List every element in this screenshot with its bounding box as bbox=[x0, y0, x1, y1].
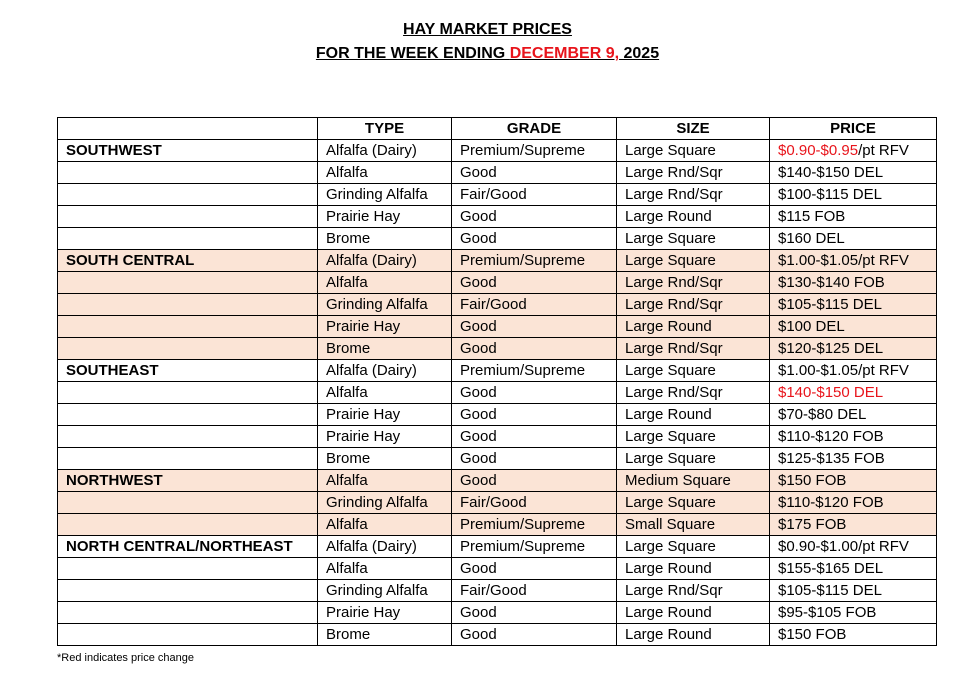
document-title bbox=[0, 18, 975, 66]
type-cell: Grinding Alfalfa bbox=[318, 492, 452, 514]
price-cell: $70-$80 DEL bbox=[770, 404, 937, 426]
table-row bbox=[58, 404, 937, 426]
size-cell: Large Round bbox=[617, 558, 770, 580]
price-cell: $95-$105 FOB bbox=[770, 602, 937, 624]
size-cell: Large Round bbox=[617, 206, 770, 228]
title-suffix: 2025 bbox=[619, 45, 660, 62]
table-row bbox=[58, 360, 937, 382]
table-row bbox=[58, 338, 937, 360]
region-cell bbox=[58, 382, 318, 404]
type-cell: Prairie Hay bbox=[318, 404, 452, 426]
grade-cell: Fair/Good bbox=[452, 492, 617, 514]
table-header-row bbox=[58, 118, 937, 140]
header-region bbox=[58, 118, 318, 140]
grade-cell: Premium/Supreme bbox=[452, 360, 617, 382]
type-cell: Brome bbox=[318, 448, 452, 470]
table-row bbox=[58, 558, 937, 580]
price-cell: $125-$135 FOB bbox=[770, 448, 937, 470]
table-row bbox=[58, 536, 937, 558]
region-cell bbox=[58, 580, 318, 602]
price-cell: $110-$120 FOB bbox=[770, 426, 937, 448]
type-cell: Alfalfa (Dairy) bbox=[318, 140, 452, 162]
header-price: PRICE bbox=[770, 118, 937, 140]
price-cell: $115 FOB bbox=[770, 206, 937, 228]
table-row bbox=[58, 140, 937, 162]
region-cell bbox=[58, 602, 318, 624]
table-row bbox=[58, 602, 937, 624]
size-cell: Large Round bbox=[617, 404, 770, 426]
type-cell: Alfalfa bbox=[318, 382, 452, 404]
grade-cell: Premium/Supreme bbox=[452, 140, 617, 162]
grade-cell: Good bbox=[452, 448, 617, 470]
type-cell: Prairie Hay bbox=[318, 426, 452, 448]
size-cell: Large Rnd/Sqr bbox=[617, 382, 770, 404]
grade-cell: Good bbox=[452, 206, 617, 228]
table-row bbox=[58, 514, 937, 536]
region-cell: SOUTHWEST bbox=[58, 140, 318, 162]
price-cell: $155-$165 DEL bbox=[770, 558, 937, 580]
table-row bbox=[58, 228, 937, 250]
size-cell: Large Rnd/Sqr bbox=[617, 162, 770, 184]
grade-cell: Premium/Supreme bbox=[452, 250, 617, 272]
hay-prices-table bbox=[57, 117, 937, 646]
table-row bbox=[58, 184, 937, 206]
price-cell: $175 FOB bbox=[770, 514, 937, 536]
size-cell: Large Square bbox=[617, 140, 770, 162]
price-cell: $150 FOB bbox=[770, 470, 937, 492]
region-cell bbox=[58, 558, 318, 580]
type-cell: Alfalfa bbox=[318, 162, 452, 184]
type-cell: Alfalfa bbox=[318, 514, 452, 536]
size-cell: Large Square bbox=[617, 426, 770, 448]
region-cell bbox=[58, 448, 318, 470]
type-cell: Alfalfa (Dairy) bbox=[318, 536, 452, 558]
size-cell: Large Square bbox=[617, 536, 770, 558]
region-cell: SOUTHEAST bbox=[58, 360, 318, 382]
type-cell: Brome bbox=[318, 624, 452, 646]
type-cell: Grinding Alfalfa bbox=[318, 294, 452, 316]
price-cell: $1.00-$1.05/pt RFV bbox=[770, 360, 937, 382]
region-cell bbox=[58, 514, 318, 536]
region-cell bbox=[58, 624, 318, 646]
region-cell: SOUTH CENTRAL bbox=[58, 250, 318, 272]
size-cell: Large Rnd/Sqr bbox=[617, 294, 770, 316]
region-cell: NORTH CENTRAL/NORTHEAST bbox=[58, 536, 318, 558]
price-cell: $100 DEL bbox=[770, 316, 937, 338]
size-cell: Large Rnd/Sqr bbox=[617, 338, 770, 360]
grade-cell: Good bbox=[452, 316, 617, 338]
region-cell bbox=[58, 228, 318, 250]
region-cell bbox=[58, 492, 318, 514]
title-date: DECEMBER 9, bbox=[509, 45, 620, 62]
table-row bbox=[58, 162, 937, 184]
size-cell: Small Square bbox=[617, 514, 770, 536]
price-cell: $140-$150 DEL bbox=[770, 162, 937, 184]
table-row bbox=[58, 448, 937, 470]
size-cell: Large Rnd/Sqr bbox=[617, 272, 770, 294]
size-cell: Large Square bbox=[617, 228, 770, 250]
type-cell: Alfalfa bbox=[318, 470, 452, 492]
table-row bbox=[58, 294, 937, 316]
price-cell: $130-$140 FOB bbox=[770, 272, 937, 294]
price-cell bbox=[770, 140, 937, 162]
region-cell bbox=[58, 206, 318, 228]
grade-cell: Good bbox=[452, 228, 617, 250]
table-row bbox=[58, 272, 937, 294]
price-cell: $110-$120 FOB bbox=[770, 492, 937, 514]
region-cell: NORTHWEST bbox=[58, 470, 318, 492]
size-cell: Large Rnd/Sqr bbox=[617, 580, 770, 602]
title-line-1: HAY MARKET PRICES bbox=[403, 21, 572, 38]
title-line-2 bbox=[0, 42, 975, 66]
header-grade: GRADE bbox=[452, 118, 617, 140]
table-row bbox=[58, 492, 937, 514]
table-row bbox=[58, 206, 937, 228]
type-cell: Brome bbox=[318, 338, 452, 360]
region-cell bbox=[58, 294, 318, 316]
grade-cell: Good bbox=[452, 162, 617, 184]
price-changed-part: $0.90-$0.95 bbox=[778, 142, 859, 159]
region-cell bbox=[58, 404, 318, 426]
grade-cell: Good bbox=[452, 272, 617, 294]
price-cell: $0.90-$1.00/pt RFV bbox=[770, 536, 937, 558]
type-cell: Prairie Hay bbox=[318, 316, 452, 338]
type-cell: Grinding Alfalfa bbox=[318, 184, 452, 206]
grade-cell: Premium/Supreme bbox=[452, 536, 617, 558]
grade-cell: Good bbox=[452, 404, 617, 426]
header-type: TYPE bbox=[318, 118, 452, 140]
type-cell: Alfalfa (Dairy) bbox=[318, 250, 452, 272]
title-prefix: FOR THE WEEK ENDING bbox=[315, 45, 510, 62]
table-row bbox=[58, 382, 937, 404]
table-row bbox=[58, 624, 937, 646]
region-cell bbox=[58, 426, 318, 448]
price-cell: $100-$115 DEL bbox=[770, 184, 937, 206]
size-cell: Large Round bbox=[617, 316, 770, 338]
size-cell: Large Round bbox=[617, 624, 770, 646]
size-cell: Large Square bbox=[617, 360, 770, 382]
grade-cell: Fair/Good bbox=[452, 294, 617, 316]
type-cell: Alfalfa (Dairy) bbox=[318, 360, 452, 382]
grade-cell: Good bbox=[452, 470, 617, 492]
region-cell bbox=[58, 162, 318, 184]
grade-cell: Premium/Supreme bbox=[452, 514, 617, 536]
grade-cell: Fair/Good bbox=[452, 184, 617, 206]
type-cell: Prairie Hay bbox=[318, 206, 452, 228]
size-cell: Medium Square bbox=[617, 470, 770, 492]
grade-cell: Good bbox=[452, 426, 617, 448]
grade-cell: Good bbox=[452, 624, 617, 646]
price-cell: $150 FOB bbox=[770, 624, 937, 646]
table-row bbox=[58, 316, 937, 338]
grade-cell: Good bbox=[452, 602, 617, 624]
price-cell: $105-$115 DEL bbox=[770, 294, 937, 316]
region-cell bbox=[58, 338, 318, 360]
size-cell: Large Rnd/Sqr bbox=[617, 184, 770, 206]
grade-cell: Fair/Good bbox=[452, 580, 617, 602]
price-cell: $105-$115 DEL bbox=[770, 580, 937, 602]
type-cell: Grinding Alfalfa bbox=[318, 580, 452, 602]
region-cell bbox=[58, 272, 318, 294]
size-cell: Large Square bbox=[617, 492, 770, 514]
size-cell: Large Square bbox=[617, 448, 770, 470]
price-cell: $160 DEL bbox=[770, 228, 937, 250]
type-cell: Alfalfa bbox=[318, 272, 452, 294]
price-cell: $120-$125 DEL bbox=[770, 338, 937, 360]
table-row bbox=[58, 426, 937, 448]
grade-cell: Good bbox=[452, 382, 617, 404]
type-cell: Prairie Hay bbox=[318, 602, 452, 624]
type-cell: Alfalfa bbox=[318, 558, 452, 580]
size-cell: Large Round bbox=[617, 602, 770, 624]
region-cell bbox=[58, 316, 318, 338]
table-body bbox=[58, 140, 937, 646]
table-row bbox=[58, 580, 937, 602]
header-size: SIZE bbox=[617, 118, 770, 140]
table-row bbox=[58, 470, 937, 492]
price-cell: $1.00-$1.05/pt RFV bbox=[770, 250, 937, 272]
grade-cell: Good bbox=[452, 338, 617, 360]
region-cell bbox=[58, 184, 318, 206]
footnote: *Red indicates price change bbox=[57, 652, 194, 664]
price-unit-part: /pt RFV bbox=[858, 142, 909, 159]
size-cell: Large Square bbox=[617, 250, 770, 272]
grade-cell: Good bbox=[452, 558, 617, 580]
price-cell: $140-$150 DEL bbox=[770, 382, 937, 404]
table-row bbox=[58, 250, 937, 272]
type-cell: Brome bbox=[318, 228, 452, 250]
